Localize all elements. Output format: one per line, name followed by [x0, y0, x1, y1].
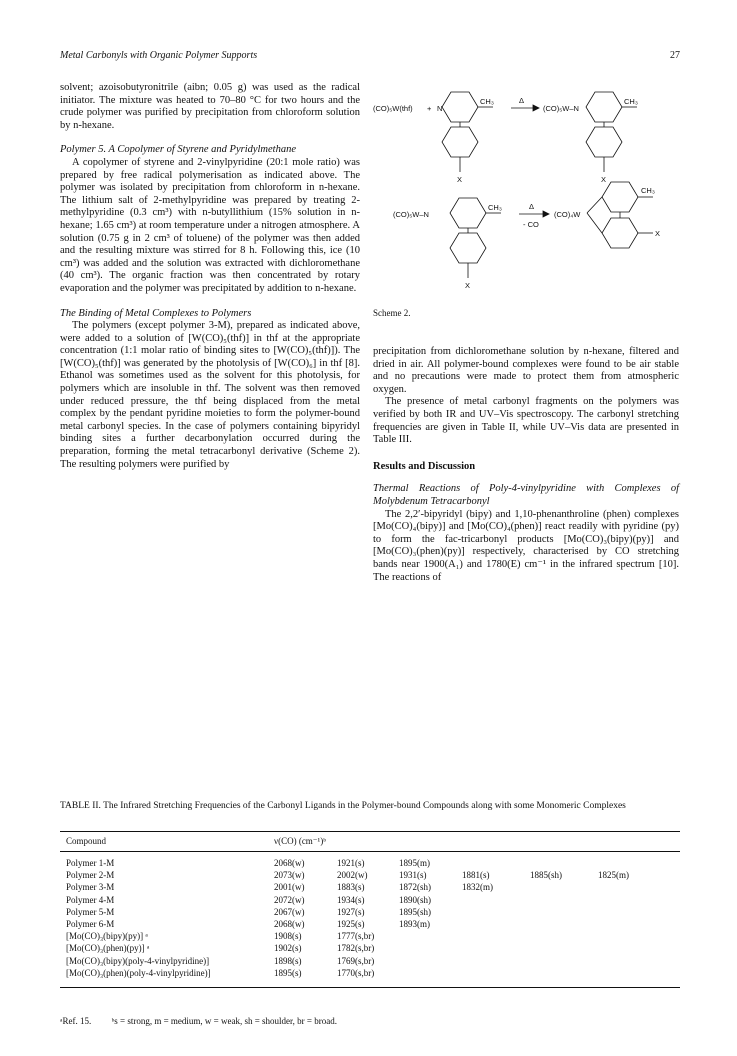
table-cell-frequency: 2067(w): [274, 906, 305, 917]
table-cell-frequency: 1927(s): [337, 906, 365, 917]
table-cell-frequency: 1931(s): [399, 870, 427, 881]
scheme-label: Δ: [519, 96, 525, 105]
table-cell-frequency: 1832(m): [462, 882, 493, 893]
scheme-label: (CO)₅W–N: [393, 210, 429, 219]
table-cell-frequency: 1902(s): [274, 943, 302, 954]
scheme-label: CH₃: [641, 186, 655, 195]
scheme-label: (CO)₄W: [554, 210, 581, 219]
scheme-2: [373, 80, 679, 320]
table-row-compound: [Mo(CO)₃(bipy)(py)] ᵃ: [66, 931, 148, 942]
table-cell-frequency: 1883(s): [337, 882, 365, 893]
scheme-label: X: [465, 281, 471, 290]
pyridine-ring: [586, 127, 622, 157]
paragraph-presence: The presence of metal carbonyl fragments on the polymers was verified by both IR and UV–Vis spectroscopy. The carbonyl stretching frequencies are given in Table II, while UV–Vis data are presented in Table III.: [373, 396, 679, 446]
table-row-compound: Polymer 5-M: [66, 906, 115, 917]
paragraph-precipitation: precipitation from dichloromethane solution by n-hexane, filtered and dried in air. All polymer-bound complexes were found to be air stable and no precautions were made to protect them from atmospheric oxygen.: [373, 346, 679, 395]
pyridine-ring: [450, 233, 486, 263]
header-compound: Compound: [66, 836, 107, 846]
table-cell-frequency: 1934(s): [337, 894, 365, 905]
scheme-2-diagram: [373, 80, 679, 320]
table-cell-frequency: 1890(sh): [399, 894, 431, 905]
scheme-label: (CO)₅W–N: [543, 104, 579, 113]
table-rule: [60, 851, 680, 852]
table-cell-frequency: 2001(w): [274, 882, 305, 893]
scheme-label: Δ: [529, 202, 535, 211]
heading-thermal: Thermal Reactions of Poly-4-vinylpyridine with Complexes of Molybdenum Tetracarbonyl: [373, 483, 679, 507]
table-cell-frequency: 1925(s): [337, 919, 365, 929]
table-footnotes: [60, 1016, 680, 1026]
scheme-label: X: [601, 175, 607, 184]
header-frequency: ν(CO) (cm⁻¹)ᵇ: [274, 836, 327, 846]
scheme-label: +: [427, 104, 432, 113]
running-title: Metal Carbonyls with Organic Polymer Supports: [60, 50, 258, 61]
scheme-label: CH₃: [488, 203, 502, 212]
table-cell-frequency: 1893(m): [399, 919, 430, 929]
heading-binding: The Binding of Metal Complexes to Polymers: [60, 307, 252, 319]
table-cell-frequency: 1770(s,br): [337, 967, 375, 978]
paragraph-binding: The polymers (except polymer 3-M), prepared as indicated above, were added to a solution of [W(CO)₅(thf)] in thf at the appropriate concentration (1:1 molar ratio of binding sites to [W(CO)₅(thf)]). The [W(CO)₅(thf)] was generated by the photolysis of [W(CO)₆] in thf [8]. Ethanol was sometimes used as the solvent for this photolysis, for polymers which are insoluble in thf. The solvent was then removed under reduced pressure, the thf being displaced from the metal complex by the pendant pyridine moieties to form the polymer-bound metal carbonyl species. In the case of polymers containing bipyridyl binding sites a further decarbonylation occurred during the preparation, forming the metal tetracarbonyl derivative (Scheme 2). The resulting polymers were purified by: [60, 320, 360, 470]
table-cell-frequency: 1881(s): [462, 870, 490, 881]
table-cell-frequency: 2068(w): [274, 919, 305, 929]
table-cell-frequency: 1782(s,br): [337, 943, 375, 954]
heading-polymer-5: Polymer 5. A Copolymer of Styrene and Pyridylmethane: [60, 144, 297, 156]
pyridine-ring: [442, 92, 478, 122]
table-rule: [60, 831, 680, 832]
table-cell-frequency: 1898(s): [274, 955, 302, 966]
scheme-label: - CO: [523, 220, 539, 229]
scheme-label: X: [655, 229, 661, 238]
scheme-label: X: [457, 175, 463, 184]
table-cell-frequency: 1895(m): [399, 858, 430, 868]
table-cell-frequency: 1895(s): [274, 967, 302, 978]
footnote-a: ᵃRef. 15.: [60, 1016, 92, 1026]
paragraph-polymer-5: A copolymer of styrene and 2-vinylpyridine (20:1 mole ratio) was prepared by free radical polymerisation as indicated above. The polymer was isolated by precipitation from chloroform in n-hexane. The lithium salt of 2-methylpyridine was prepared by treating 2-methylpyridine (0.3 cm³) with n-butyllithium (15% solution in n-hexane; 1.65 cm³) at room temperature under a nitrogen atmosphere. A solution (0.75 g in 2 cm³ of toluene) of the polymer was then added and the resulting mixture was stirred for 8 h. Following this, ice (10 cm³) was added and the solution was extracted with dichloromethane (40 cm³). The organic fraction was then concentrated by rotary evaporation and the polymer was precipitated by addition to n-hexane.: [60, 156, 360, 294]
scheme-label: CH₃: [624, 97, 638, 106]
table-row-compound: [Mo(CO)₃(phen)(py)] ᵃ: [66, 943, 150, 954]
heading-results: Results and Discussion: [373, 460, 476, 472]
table-cell-frequency: 1885(sh): [530, 870, 562, 881]
table-cell-frequency: 2002(w): [337, 870, 368, 881]
table-cell-frequency: 1908(s): [274, 931, 302, 942]
paragraph-solvent: solvent; azoisobutyronitrile (aibn; 0.05 g) was used as the radical initiator. The mixture was heated to 70–80 °C for two hours and the crude polymer was purified by precipitation from chloroform solution by n-hexane.: [60, 82, 360, 131]
pyridine-ring: [602, 218, 638, 248]
table-row-compound: Polymer 2-M: [66, 870, 115, 881]
table-cell-frequency: 2072(w): [274, 894, 305, 905]
footnote-b: ᵇs = strong, m = medium, w = weak, sh = shoulder, br = broad.: [111, 1016, 337, 1026]
running-header: [60, 50, 680, 64]
table-row-compound: Polymer 4-M: [66, 894, 115, 905]
table-caption: TABLE II. The Infrared Stretching Frequencies of the Carbonyl Ligands in the Polymer-bound Compounds along with some Monomeric Complexes: [60, 801, 626, 811]
scheme-label: CH₃: [480, 97, 494, 106]
right-column: [373, 346, 679, 584]
scheme-label: (CO)₅W(thf): [373, 104, 413, 113]
pyridine-ring: [442, 127, 478, 157]
table-cell-frequency: 2068(w): [274, 858, 305, 868]
paragraph-thermal: The 2,2′-bipyridyl (bipy) and 1,10-phenanthroline (phen) complexes [Mo(CO)₄(bipy)] and [Mo(CO)₄(phen)] react readily with pyridine (py) to form the fac-tricarbonyl products [Mo(CO)₃(bipy)(py)] and [Mo(CO)₃(phen)(py)] respectively, characterised by CO stretching bands near 1900(A₁) and 1780(E) cm⁻¹ in the infrared spectrum [10]. The reactions of: [373, 508, 679, 583]
page-number: 27: [670, 50, 680, 61]
table-rule: [60, 987, 680, 988]
table-row-compound: Polymer 3-M: [66, 882, 115, 893]
pyridine-ring: [602, 182, 638, 212]
pyridine-ring: [450, 198, 486, 228]
left-column: [60, 82, 360, 471]
scheme-caption: Scheme 2.: [373, 308, 411, 318]
table-row-compound: [Mo(CO)₃(bipy)(poly-4-vinylpyridine)]: [66, 955, 210, 966]
table-cell-frequency: 1769(s,br): [337, 955, 375, 966]
table-cell-frequency: 1825(m): [598, 870, 629, 881]
table-cell-frequency: 2073(w): [274, 870, 305, 881]
table-cell-frequency: 1895(sh): [399, 906, 431, 917]
table-row-compound: Polymer 1-M: [66, 858, 115, 868]
table-row-compound: Polymer 6-M: [66, 919, 115, 929]
table-cell-frequency: 1872(sh): [399, 882, 431, 893]
table-cell-frequency: 1777(s,br): [337, 931, 375, 942]
table-row-compound: [Mo(CO)₃(phen)(poly-4-vinylpyridine)]: [66, 967, 211, 978]
table-cell-frequency: 1921(s): [337, 858, 365, 868]
scheme-label: N: [437, 104, 443, 113]
pyridine-ring: [586, 92, 622, 122]
